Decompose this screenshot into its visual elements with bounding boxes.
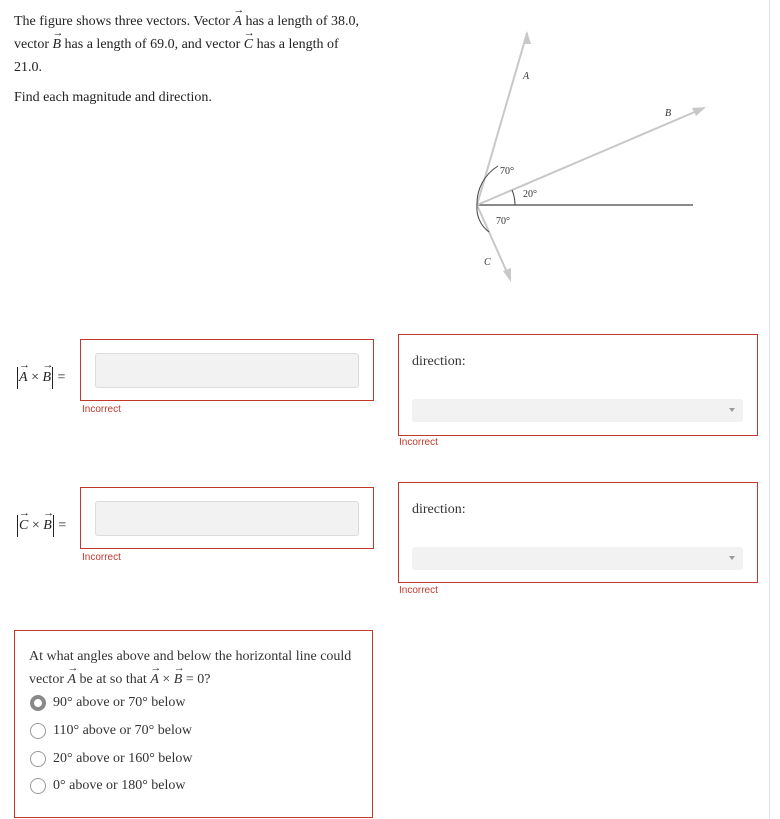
status-cb-direction: Incorrect — [399, 585, 438, 596]
cross-product-ab-label: → A × → B = — [16, 367, 65, 389]
chevron-down-icon — [729, 408, 735, 412]
label-vector-b: B — [665, 108, 672, 119]
vector-b-arrowhead — [692, 107, 706, 116]
vector-a-symbol: → A — [233, 10, 242, 33]
radio-option-3[interactable] — [30, 751, 46, 767]
label-vector-c: C — [484, 257, 491, 268]
answer-box-cb — [80, 487, 374, 549]
angle-label-c: 70° — [496, 216, 510, 227]
direction-label-ab: direction: — [412, 354, 466, 369]
status-cb-magnitude: Incorrect — [82, 552, 121, 563]
magnitude-cb-input[interactable] — [95, 501, 359, 536]
radio-option-1[interactable] — [30, 695, 46, 711]
find-instruction: Find each magnitude and direction. — [14, 90, 212, 105]
angle-arc-b — [512, 190, 515, 205]
multiple-choice-question: At what angles above and below the horizontal line could vector → A be at so that → A × → B = 0? 90° above or 70° below 110° above or 70° below 20° above or 160° below 0° above or 180° below — [14, 630, 373, 818]
direction-label-cb: direction: — [412, 502, 466, 517]
mc-question-text: At what angles above and below the horizontal line could vector → A be at so that → A × → B = 0? — [29, 645, 364, 691]
vector-b-symbol: → B — [52, 33, 61, 56]
vector-b-arrow — [477, 108, 704, 205]
direction-box-ab — [398, 334, 758, 436]
angle-label-b: 20° — [523, 189, 537, 200]
label-vector-a: A — [523, 71, 530, 82]
chevron-down-icon — [729, 556, 735, 560]
answer-box-ab — [80, 339, 374, 401]
radio-option-2[interactable] — [30, 723, 46, 739]
vector-diagram — [470, 25, 710, 290]
direction-box-cb — [398, 482, 758, 583]
vector-c-arrowhead — [503, 268, 511, 282]
magnitude-ab-input[interactable] — [95, 353, 359, 388]
angle-label-a: 70° — [500, 166, 514, 177]
vector-c-symbol: → C — [244, 33, 253, 56]
direction-ab-select[interactable] — [412, 399, 743, 422]
problem-statement — [14, 10, 364, 109]
status-ab-magnitude: Incorrect — [82, 404, 121, 415]
status-ab-direction: Incorrect — [399, 437, 438, 448]
cross-product-cb-label: → C × → B = — [16, 515, 66, 537]
direction-cb-select[interactable] — [412, 547, 743, 570]
problem-text: The figure shows three vectors. Vector → A has a length of 38.0, vector → B has a length of 69.0, and vector → C has a length of 21.0. — [14, 10, 364, 79]
radio-option-4[interactable] — [30, 778, 46, 794]
vector-a-arrowhead — [523, 31, 531, 44]
